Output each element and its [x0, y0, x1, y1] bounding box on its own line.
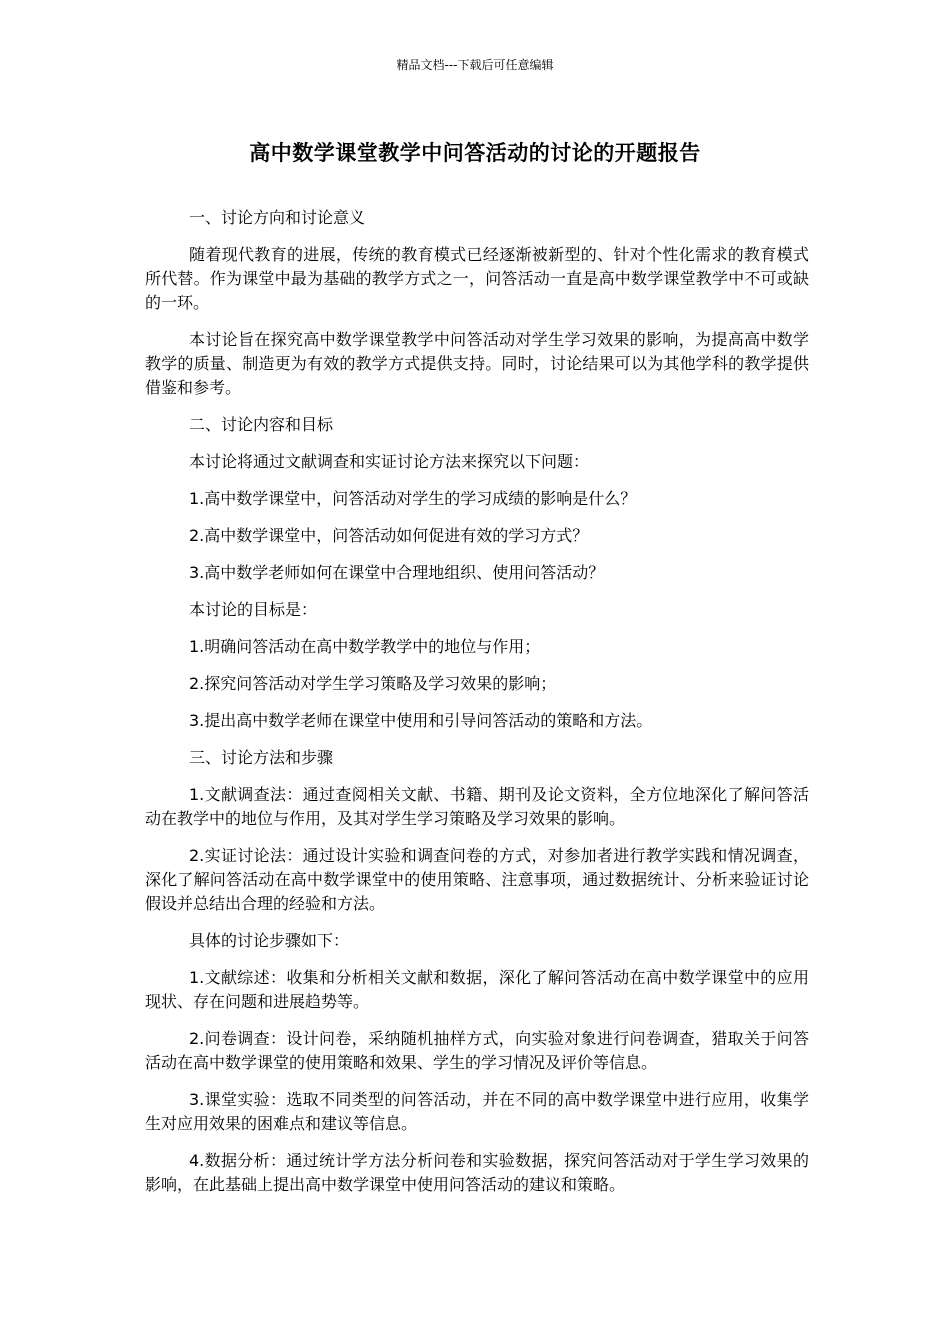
list-item: 3.课堂实验：选取不同类型的问答活动，并在不同的高中数学课堂中进行应用，收集学生对应用效果的困难点和建议等信息。 — [145, 1090, 809, 1133]
section-heading-2: 二、讨论内容和目标 — [189, 415, 334, 434]
list-item: 1.文献调查法：通过查阅相关文献、书籍、期刊及论文资料，全方位地深化了解问答活动在教学中的地位与作用，及其对学生学习策略及学习效果的影响。 — [145, 785, 809, 828]
list-item: 2.高中数学课堂中，问答活动如何促进有效的学习方式？ — [189, 526, 589, 545]
list-item: 1.高中数学课堂中，问答活动对学生的学习成绩的影响是什么？ — [189, 489, 637, 508]
paragraph: 本讨论旨在探究高中数学课堂教学中问答活动对学生学习效果的影响，为提高高中数学教学的质量、制造更为有效的教学方式提供支持。同时，讨论结果可以为其他学科的教学提供借鉴和参考。 — [145, 330, 809, 397]
section-heading-3: 三、讨论方法和步骤 — [189, 748, 334, 767]
list-item: 4.数据分析：通过统计学方法分析问卷和实验数据，探究问答活动对于学生学习效果的影响，在此基础上提出高中数学课堂中使用问答活动的建议和策略。 — [145, 1151, 809, 1194]
paragraph: 本讨论将通过文献调查和实证讨论方法来探究以下问题： — [189, 452, 590, 471]
document-title: 高中数学课堂教学中问答活动的讨论的开题报告 — [249, 141, 701, 165]
list-item: 1.明确问答活动在高中数学教学中的地位与作用； — [189, 637, 541, 656]
list-item: 3.高中数学老师如何在课堂中合理地组织、使用问答活动？ — [189, 563, 605, 582]
list-item: 1.文献综述：收集和分析相关文献和数据，深化了解问答活动在高中数学课堂中的应用现状、存在问题和进展趋势等。 — [145, 968, 809, 1011]
paragraph: 具体的讨论步骤如下： — [189, 931, 350, 950]
document-body — [145, 206, 809, 1210]
section-heading-1: 一、讨论方向和讨论意义 — [189, 208, 366, 227]
list-item: 3.提出高中数学老师在课堂中使用和引导问答活动的策略和方法。 — [189, 711, 653, 730]
paragraph: 本讨论的目标是： — [189, 600, 318, 619]
paragraph: 随着现代教育的进展，传统的教育模式已经逐渐被新型的、针对个性化需求的教育模式所代替。作为课堂中最为基础的教学方式之一，问答活动一直是高中数学课堂教学中不可或缺的一环。 — [145, 245, 809, 312]
list-item: 2.探究问答活动对学生学习策略及学习效果的影响； — [189, 674, 557, 693]
header-note: 精品文档---下载后可任意编辑 — [396, 58, 554, 72]
list-item: 2.问卷调查：设计问卷，采纳随机抽样方式，向实验对象进行问卷调查，猎取关于问答活动在高中数学课堂的使用策略和效果、学生的学习情况及评价等信息。 — [145, 1029, 809, 1072]
list-item: 2.实证讨论法：通过设计实验和调查问卷的方式，对参加者进行教学实践和情况调查，深化了解问答活动在高中数学课堂中的使用策略、注意事项，通过数据统计、分析来验证讨论假设并总结出合理的经验和方法。 — [145, 846, 809, 913]
